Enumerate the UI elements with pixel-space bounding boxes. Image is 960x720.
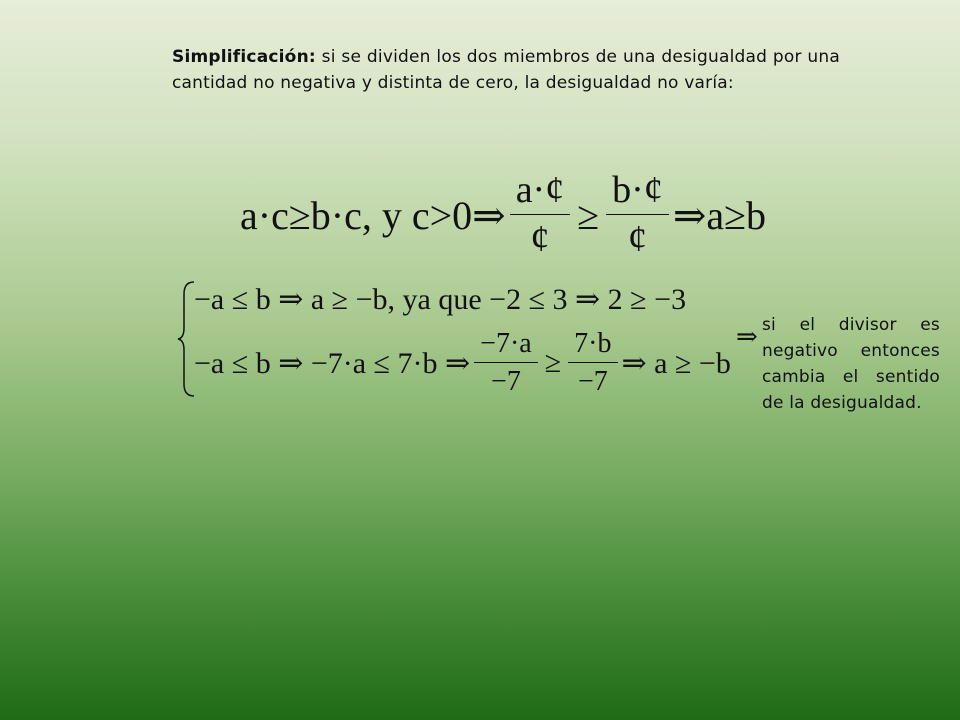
- main-equation-result: ⇒a≥b: [672, 192, 767, 238]
- main-fraction-2: [606, 170, 669, 261]
- main-fraction-2-denominator: ¢: [628, 217, 647, 260]
- intro-paragraph: [172, 44, 840, 96]
- implies-arrow: ⇒: [736, 322, 758, 351]
- system-brace: [176, 280, 196, 398]
- system-fraction-2: [568, 329, 617, 398]
- system-line-2-left: −a ≤ b ⇒ −7·a ≤ 7·b ⇒: [194, 346, 471, 380]
- main-equation-left: a·c≥b·c, y c>0⇒: [240, 192, 506, 238]
- main-fraction-1-denominator: ¢: [530, 217, 550, 260]
- main-geq-symbol: ≥: [577, 192, 600, 238]
- main-fraction-1-numerator: a·¢: [510, 170, 571, 215]
- system-fraction-2-denominator: −7: [577, 365, 608, 397]
- main-fraction-1: [510, 170, 571, 261]
- system-fraction-2-numerator: 7·b: [568, 329, 617, 363]
- system-line-2: [194, 328, 731, 398]
- intro-body: si se dividen los dos miembros de una desigualdad por una cantidad no negativa y distinta de cero, la desigualdad no varía:: [172, 47, 840, 93]
- main-fraction-2-numerator: b·¢: [606, 170, 669, 215]
- main-equation: [240, 160, 766, 270]
- system-line-2-result: ⇒ a ≥ −b: [621, 346, 731, 380]
- side-note: si el divisor es negativo entonces cambia el sentido de la desigualdad.: [762, 315, 940, 413]
- system-line-1: −a ≤ b ⇒ a ≥ −b, ya que −2 ≤ 3 ⇒ 2 ≥ −3: [194, 283, 687, 316]
- system-geq-symbol: ≥: [544, 346, 562, 379]
- system-fraction-1-numerator: −7·a: [474, 329, 538, 363]
- intro-title: Simplificación:: [172, 47, 316, 67]
- system-fraction-1: [474, 329, 538, 398]
- system-fraction-1-denominator: −7: [491, 365, 521, 397]
